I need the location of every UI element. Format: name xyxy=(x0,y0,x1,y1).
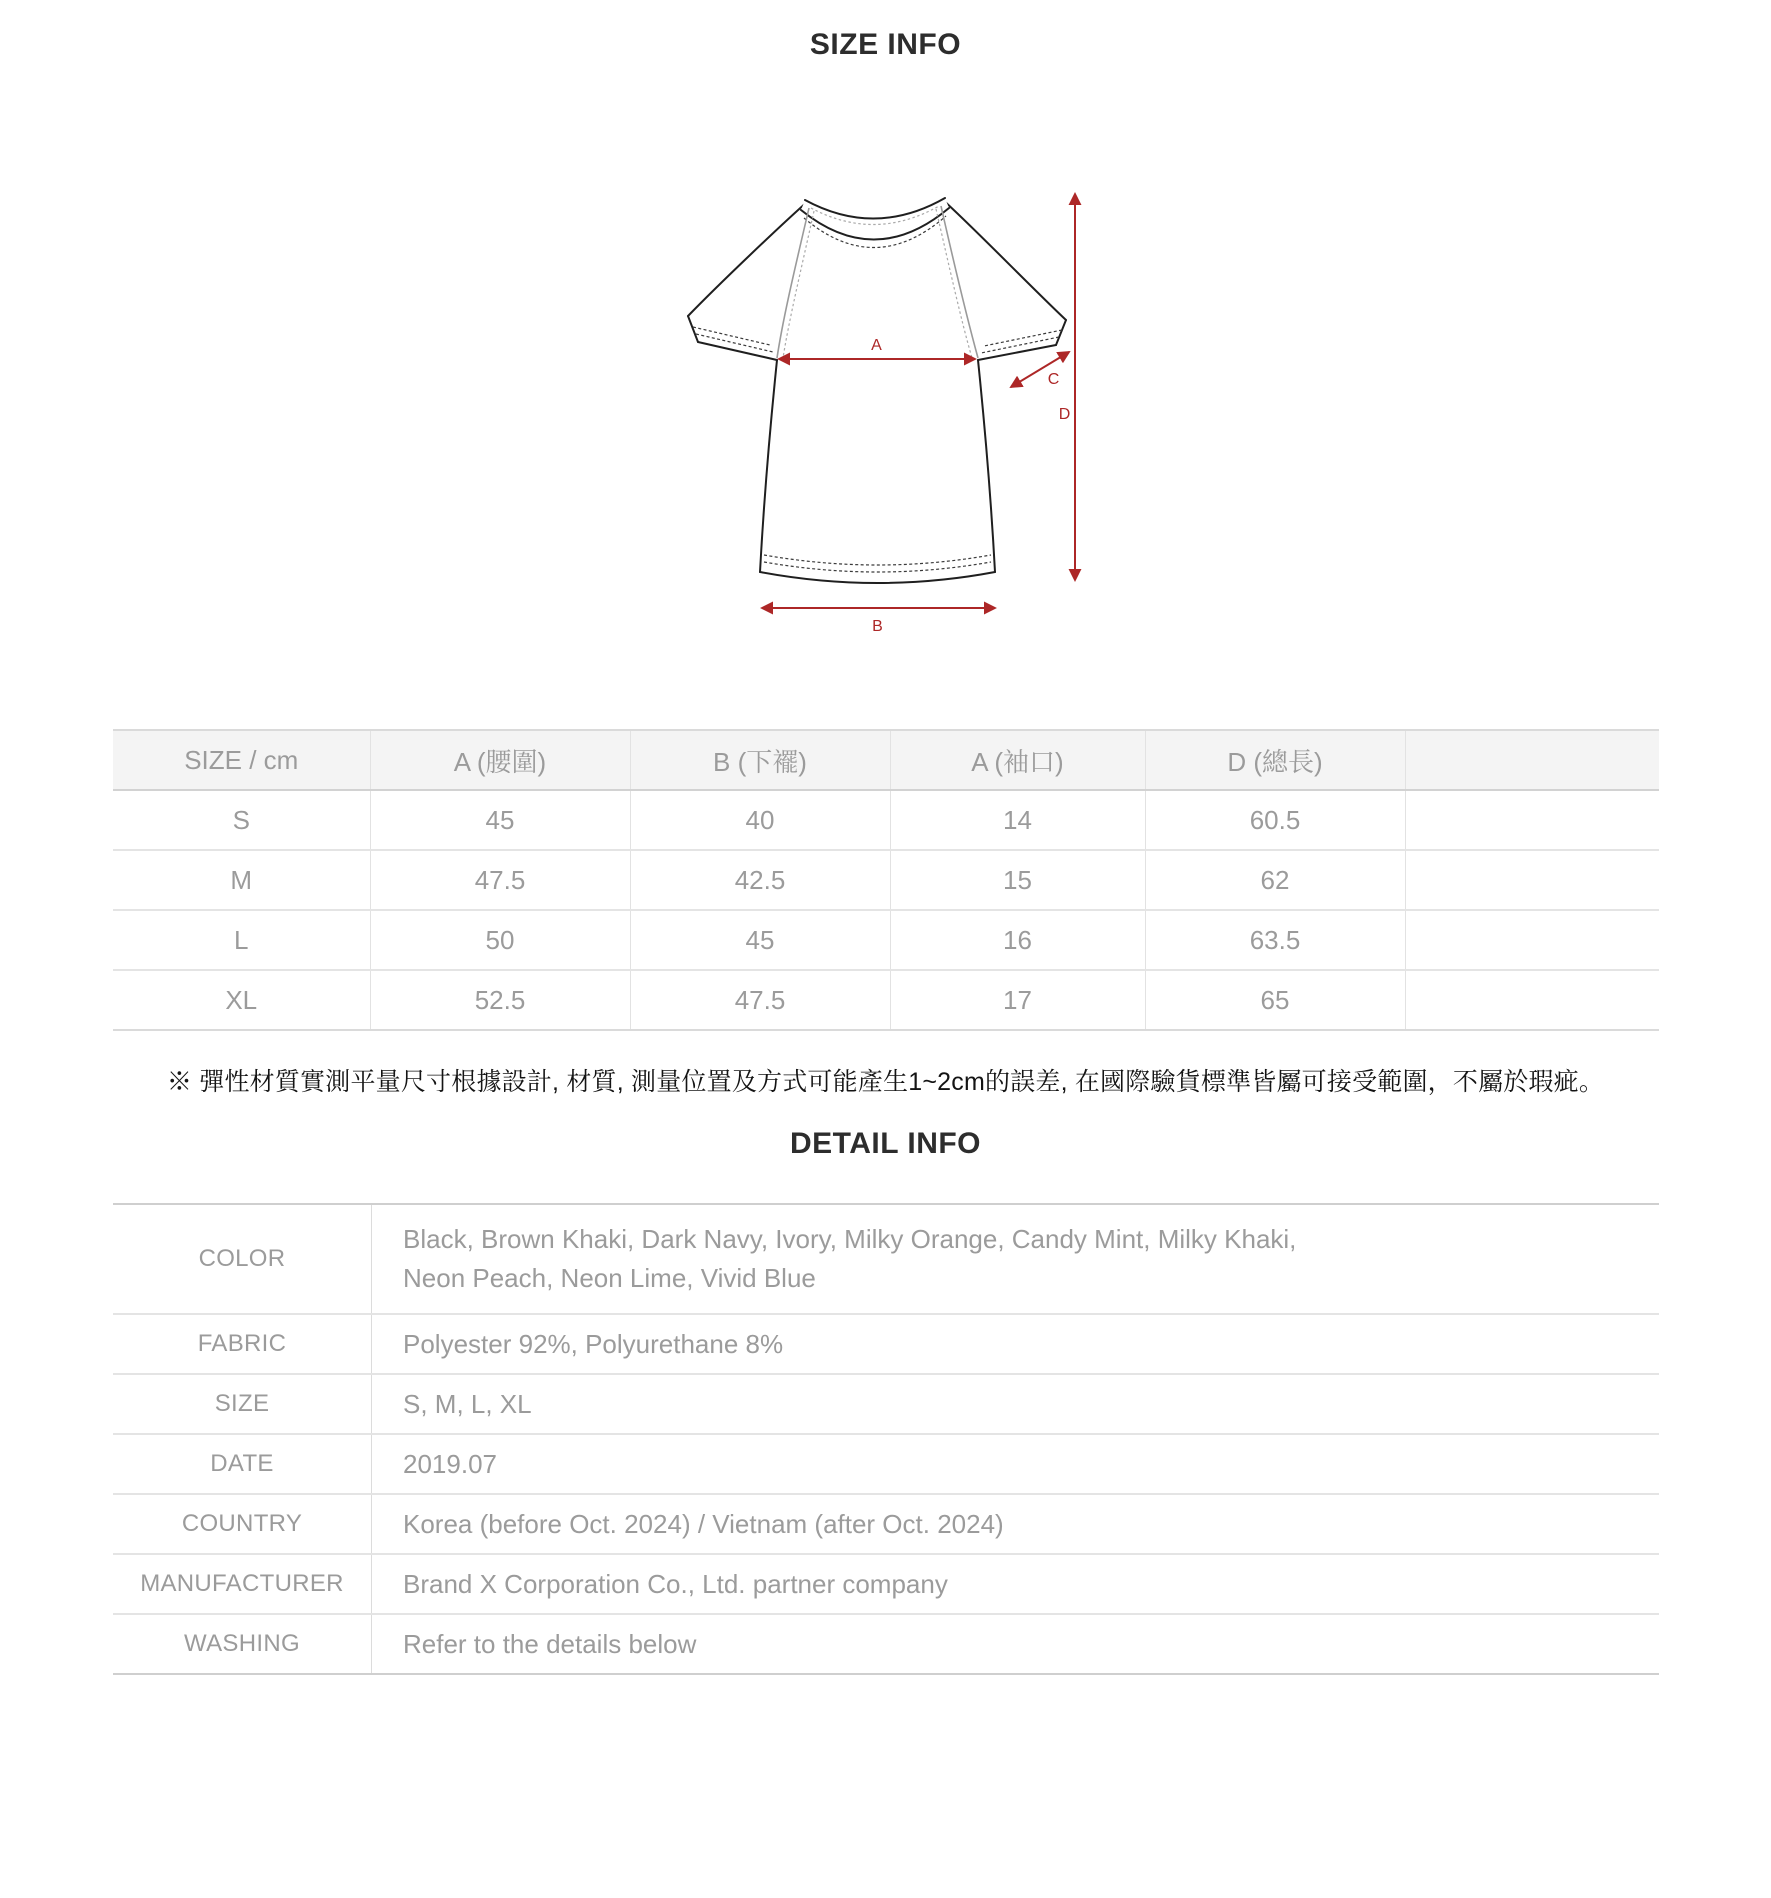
size-cell: M xyxy=(113,850,370,910)
cuff-cell: 16 xyxy=(890,910,1145,970)
detail-row-size xyxy=(113,1374,1659,1434)
waist-cell: 52.5 xyxy=(370,970,630,1030)
waist-cell: 47.5 xyxy=(370,850,630,910)
length-cell: 65 xyxy=(1145,970,1405,1030)
detail-info-title: DETAIL INFO xyxy=(789,1127,982,1160)
detail-label: COLOR xyxy=(113,1204,372,1314)
detail-row-fabric xyxy=(113,1314,1659,1374)
size-table-header-row xyxy=(113,730,1659,790)
detail-value-text: Polyester 92%, Polyurethane 8% xyxy=(403,1328,784,1359)
cuff-cell: 15 xyxy=(890,850,1145,910)
size-table-row-s xyxy=(113,790,1659,850)
size-table-row-xl xyxy=(113,970,1659,1030)
detail-value-text: S, M, L, XL xyxy=(403,1388,532,1419)
cuff-cell: 14 xyxy=(890,790,1145,850)
measure-arrow-c xyxy=(1011,352,1069,387)
hem-cell: 45 xyxy=(630,910,890,970)
measure-label-d: D xyxy=(1058,406,1072,423)
detail-row-color xyxy=(113,1204,1659,1314)
size-table-header-cuff: A (袖口) xyxy=(890,730,1145,790)
size-cell: L xyxy=(113,910,370,970)
size-table-row-m xyxy=(113,850,1659,910)
detail-value xyxy=(372,1434,1660,1494)
size-cell: XL xyxy=(225,984,258,1015)
detail-label: COUNTRY xyxy=(113,1494,372,1554)
hem-cell: 42.5 xyxy=(630,850,890,910)
measurement-tolerance-note: ※ 彈性材質實測平量尺寸根據設計, 材質, 測量位置及方式可能產生1~2cm的誤差, 在國際驗貨標準皆屬可接受範圍，不屬於瑕疵。 xyxy=(166,1068,1605,1096)
detail-value xyxy=(372,1314,1660,1374)
cuff-cell: 17 xyxy=(890,970,1145,1030)
detail-value xyxy=(372,1494,1660,1554)
detail-value xyxy=(372,1614,1660,1674)
detail-label: WASHING xyxy=(113,1614,372,1674)
measure-label-a: A xyxy=(871,337,883,354)
length-cell: 60.5 xyxy=(1145,790,1405,850)
size-table-row-l xyxy=(113,910,1659,970)
measure-label-b: B xyxy=(872,618,884,635)
detail-value xyxy=(372,1204,1660,1314)
extra-cell xyxy=(1405,850,1659,910)
detail-label: SIZE xyxy=(113,1374,372,1434)
size-table-header-extra xyxy=(1405,730,1659,790)
detail-value xyxy=(372,1374,1660,1434)
waist-cell: 45 xyxy=(370,790,630,850)
extra-cell xyxy=(1405,910,1659,970)
size-table-header-waist: A (腰圍) xyxy=(370,730,630,790)
hem-cell: 47.5 xyxy=(630,970,890,1030)
measure-label-c: C xyxy=(1047,371,1061,388)
size-table xyxy=(113,729,1659,1031)
detail-row-manufacturer xyxy=(113,1554,1659,1614)
detail-value-text: Korea (before Oct. 2024) / Vietnam (after Oct. 2024) xyxy=(403,1508,1004,1539)
tshirt-measurement-diagram xyxy=(680,178,1092,640)
size-table-header-length: D (總長) xyxy=(1145,730,1405,790)
detail-value-text: Black, Brown Khaki, Dark Navy, Ivory, Milky Orange, Candy Mint, Milky Khaki, Neon Peach, Neon Lime, Vivid Blue xyxy=(403,1224,1297,1293)
detail-value xyxy=(372,1554,1660,1614)
size-table-header-size: SIZE / cm xyxy=(113,730,370,790)
detail-value-text: 2019.07 xyxy=(403,1448,497,1479)
detail-value-text: Refer to the details below xyxy=(403,1628,697,1659)
size-cell: S xyxy=(113,790,370,850)
size-info-title: SIZE INFO xyxy=(809,28,962,61)
detail-row-country xyxy=(113,1494,1659,1554)
length-cell: 62 xyxy=(1145,850,1405,910)
size-table-header-hem: B (下襬) xyxy=(630,730,890,790)
detail-label: MANUFACTURER xyxy=(113,1554,372,1614)
detail-label: DATE xyxy=(113,1434,372,1494)
hem-cell: 40 xyxy=(630,790,890,850)
extra-cell xyxy=(1405,970,1659,1030)
detail-table xyxy=(113,1203,1659,1675)
detail-label: FABRIC xyxy=(113,1314,372,1374)
length-cell: 63.5 xyxy=(1145,910,1405,970)
detail-row-washing xyxy=(113,1614,1659,1674)
waist-cell: 50 xyxy=(370,910,630,970)
extra-cell xyxy=(1405,790,1659,850)
detail-row-date xyxy=(113,1434,1659,1494)
detail-value-text: Brand X Corporation Co., Ltd. partner company xyxy=(403,1568,948,1599)
